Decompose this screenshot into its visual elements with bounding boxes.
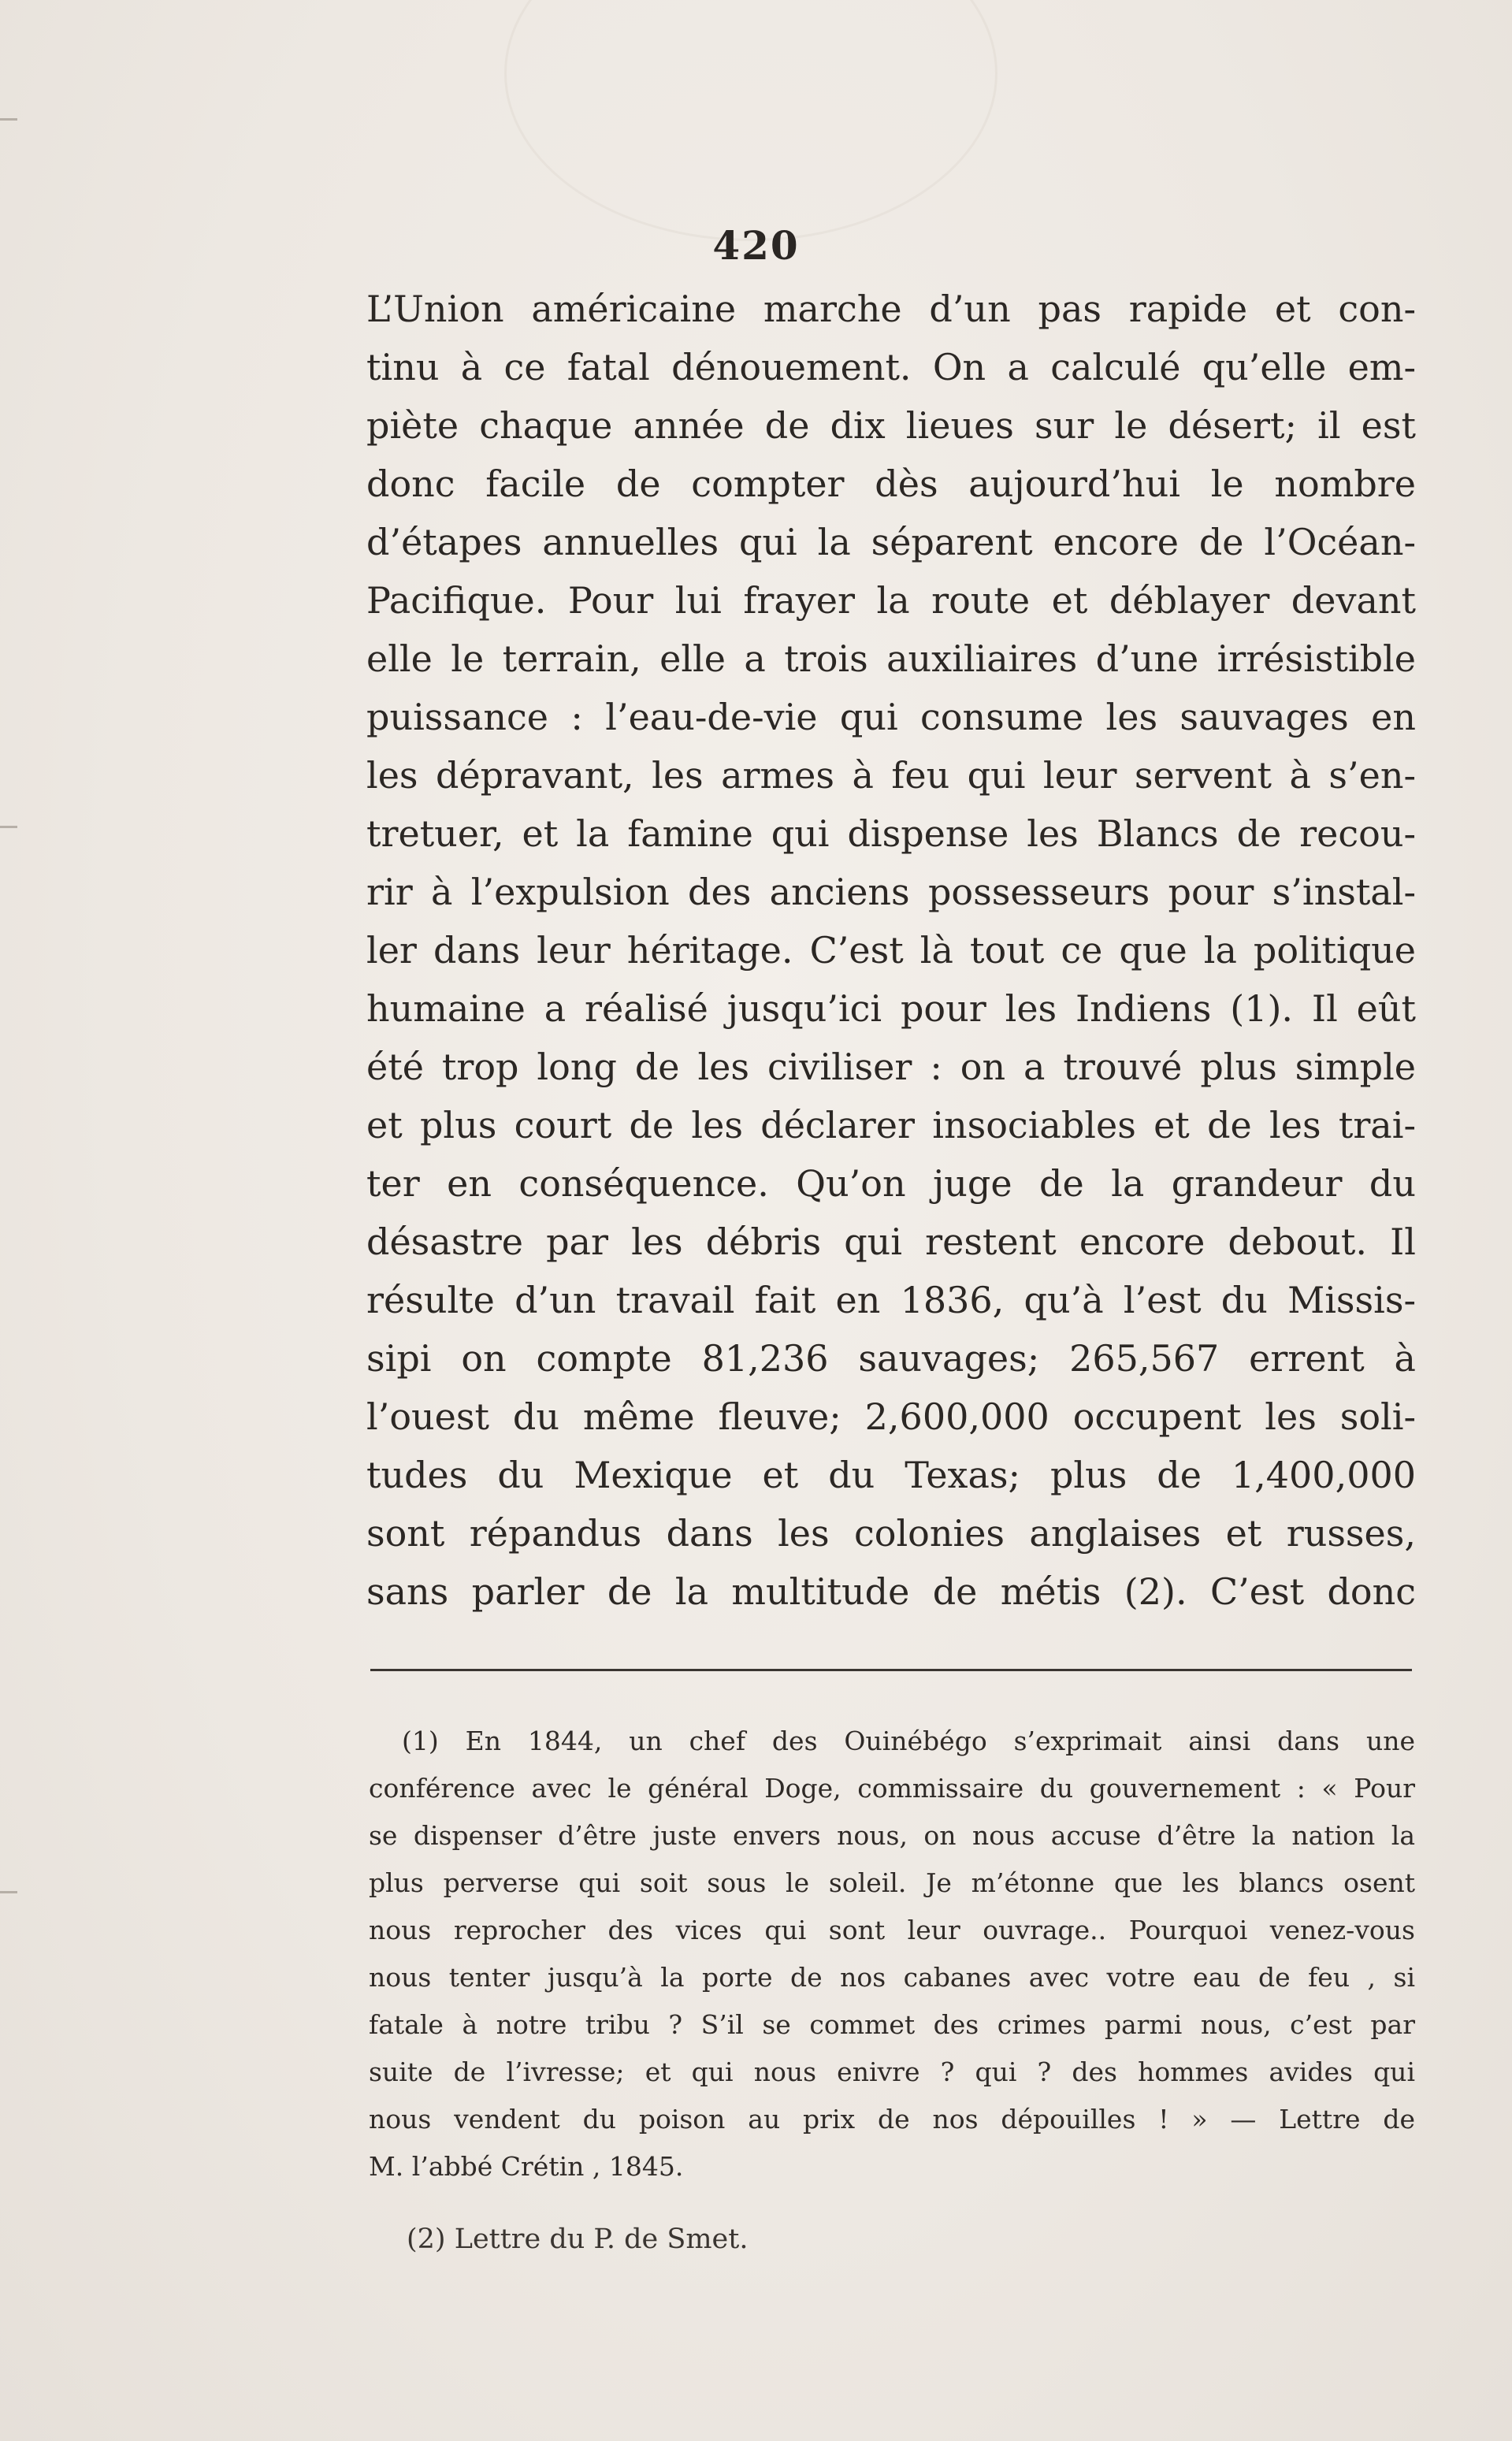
bleed-through-mark bbox=[504, 0, 997, 241]
footnote-line: se dispenser d’être juste envers nous, on nous accuse d’être la nation la bbox=[369, 1820, 1415, 1851]
text-line: elle le terrain, elle a trois auxiliaires d’une irrésistible bbox=[366, 637, 1416, 680]
text-line: résulte d’un travail fait en 1836, qu’à l’est du Missis- bbox=[366, 1279, 1416, 1321]
page-edge-mark bbox=[0, 826, 17, 828]
text-line: humaine a réalisé jusqu’ici pour les Indiens (1). Il eût bbox=[366, 987, 1416, 1030]
page-edge-mark bbox=[0, 118, 17, 121]
text-line: L’Union américaine marche d’un pas rapide et con- bbox=[366, 288, 1416, 330]
footnote-line: suite de l’ivresse; et qui nous enivre ? qui ? des hommes avides qui bbox=[369, 2056, 1415, 2087]
page-number: 420 bbox=[712, 222, 800, 269]
footnote-line: nous reprocher des vices qui sont leur ouvrage.. Pourquoi venez-vous bbox=[369, 1915, 1415, 1945]
page-edge-mark bbox=[0, 1891, 17, 1893]
footnote-divider bbox=[370, 1669, 1412, 1671]
text-line: ter en conséquence. Qu’on juge de la grandeur du bbox=[366, 1162, 1416, 1205]
text-line: désastre par les débris qui restent encore debout. Il bbox=[366, 1220, 1416, 1263]
text-line: tinu à ce fatal dénouement. On a calculé qu’elle em- bbox=[366, 346, 1416, 388]
footnote-line: nous tenter jusqu’à la porte de nos cabanes avec votre eau de feu , si bbox=[369, 1962, 1415, 1993]
footnote-1 bbox=[369, 1718, 1415, 2190]
text-line: piète chaque année de dix lieues sur le désert; il est bbox=[366, 404, 1416, 447]
footnote-2: (2) Lettre du P. de Smet. bbox=[407, 2224, 749, 2255]
text-line: sans parler de la multitude de métis (2). C’est donc bbox=[366, 1570, 1416, 1613]
footnote-line: fatale à notre tribu ? S’il se commet des crimes parmi nous, c’est par bbox=[369, 2009, 1415, 2040]
text-line: tretuer, et la famine qui dispense les Blancs de recou- bbox=[366, 812, 1416, 855]
text-line: les dépravant, les armes à feu qui leur servent à s’en- bbox=[366, 754, 1416, 797]
text-line: et plus court de les déclarer insociables et de les trai- bbox=[366, 1104, 1416, 1146]
text-line: l’ouest du même fleuve; 2,600,000 occupent les soli- bbox=[366, 1395, 1416, 1438]
footnote-line: plus perverse qui soit sous le soleil. Je m’étonne que les blancs osent bbox=[369, 1867, 1415, 1898]
text-line: Pacifique. Pour lui frayer la route et déblayer devant bbox=[366, 579, 1416, 622]
footnote-line: nous vendent du poison au prix de nos dépouilles ! » — Lettre de bbox=[369, 2104, 1415, 2134]
text-line: puissance : l’eau-de-vie qui consume les sauvages en bbox=[366, 696, 1416, 738]
footnote-line: conférence avec le général Doge, commissaire du gouvernement : « Pour bbox=[369, 1773, 1415, 1804]
text-line: donc facile de compter dès aujourd’hui le nombre bbox=[366, 463, 1416, 505]
text-line: rir à l’expulsion des anciens possesseurs pour s’instal- bbox=[366, 871, 1416, 913]
text-line: sont répandus dans les colonies anglaises et russes, bbox=[366, 1512, 1416, 1555]
text-line: d’étapes annuelles qui la séparent encore de l’Océan- bbox=[366, 521, 1416, 563]
text-line: sipi on compte 81,236 sauvages; 265,567 errent à bbox=[366, 1337, 1416, 1380]
text-line: tudes du Mexique et du Texas; plus de 1,400,000 bbox=[366, 1454, 1416, 1496]
text-line: ler dans leur héritage. C’est là tout ce que la politique bbox=[366, 929, 1416, 972]
footnote-line: M. l’abbé Crétin , 1845. bbox=[369, 2151, 684, 2182]
body-text bbox=[366, 280, 1416, 1621]
footnote-line: (1) En 1844, un chef des Ouinébégo s’exprimait ainsi dans une bbox=[402, 1726, 1415, 1756]
text-line: été trop long de les civiliser : on a trouvé plus simple bbox=[366, 1046, 1416, 1088]
